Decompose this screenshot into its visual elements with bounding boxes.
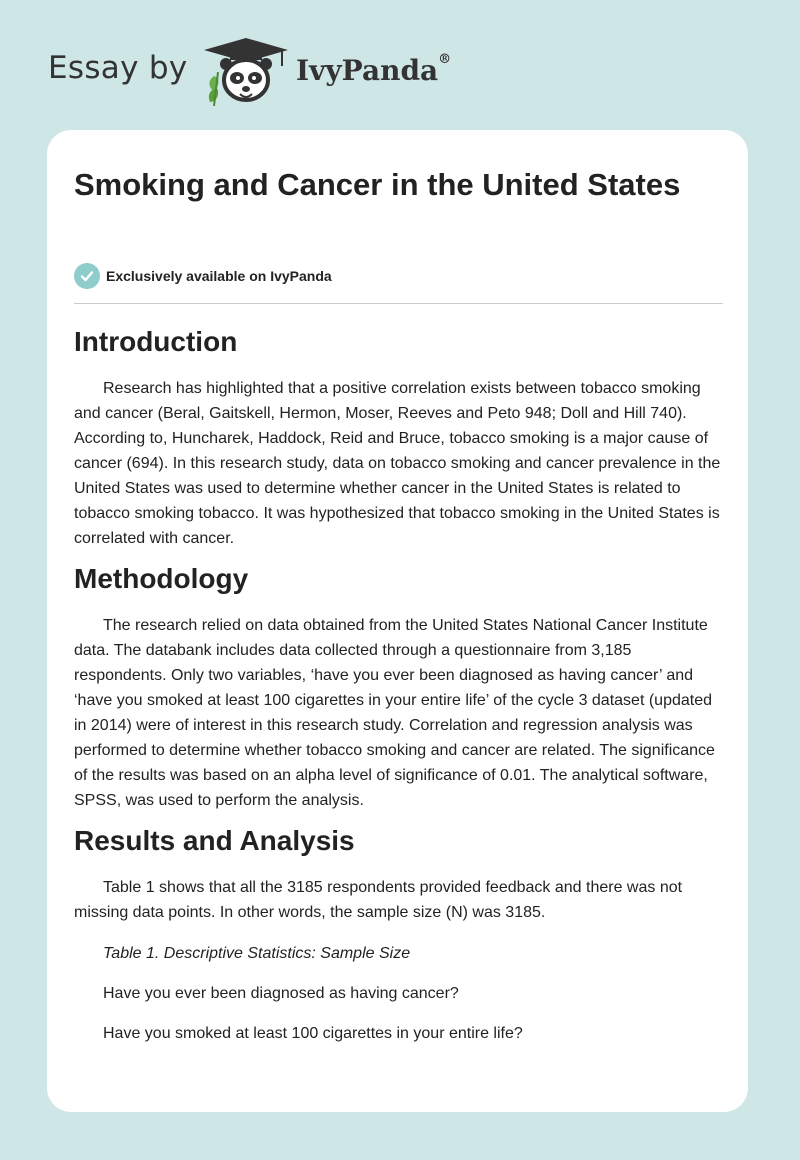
section-heading: Methodology	[74, 563, 249, 594]
article-card	[47, 130, 748, 1112]
section-methodology	[74, 559, 723, 813]
badge-label: Exclusively available on IvyPanda	[106, 268, 332, 284]
registered-mark: ®	[438, 52, 452, 67]
article-body	[74, 322, 723, 1046]
brand-name[interactable]: IvyPanda®	[296, 52, 452, 87]
check-icon	[74, 263, 100, 289]
section-heading: Introduction	[74, 326, 238, 357]
article-title: Smoking and Cancer in the United States	[74, 167, 681, 202]
section-paragraph: Table 1 shows that all the 3185 respondents provided feedback and there was not missing data points. In other words, the sample size (N) was 3185.	[74, 879, 683, 921]
section-results	[74, 821, 723, 925]
section-paragraph: The research relied on data obtained from the United States National Cancer Institute data. The databank includes data collected through a questionnaire from 3,185 respondents. Only two variables, ‘have you ever been diagnosed as having cancer’ and ‘have you smoked at least 100 cigarettes in your entire life’ of the cycle 3 dataset (updated in 2014) were of interest in this research study. Correlation and regression analysis was performed to determine whether tobacco smoking and cancer are related. The significance of the results was based on an alpha level of significance of 0.01. The analytical software, SPSS, was used to perform the analysis.	[74, 617, 715, 809]
site-header	[0, 0, 800, 130]
table-caption: Table 1. Descriptive Statistics: Sample Size	[103, 945, 411, 962]
exclusive-badge	[74, 263, 332, 289]
section-introduction	[74, 322, 723, 551]
table-row: Have you smoked at least 100 cigarettes in your entire life?	[103, 1025, 523, 1042]
section-paragraph: Research has highlighted that a positive correlation exists between tobacco smoking and cancer (Beral, Gaitskell, Hermon, Moser, Reeves and Peto 948; Doll and Hill 740). According to, Huncharek, Haddock, Reid and Bruce, tobacco smoking is a major cause of cancer (694). In this research study, data on tobacco smoking and cancer prevalence in the United States was used to determine whether cancer in the United States is related to tobacco smoking tobacco. It was hypothesized that tobacco smoking in the United States is correlated with cancer.	[74, 380, 721, 547]
section-heading: Results and Analysis	[74, 825, 355, 856]
essay-by-label: Essay by	[48, 50, 188, 86]
divider	[74, 303, 723, 304]
ivypanda-logo-icon[interactable]	[200, 36, 292, 110]
table-row: Have you ever been diagnosed as having cancer?	[103, 985, 459, 1002]
